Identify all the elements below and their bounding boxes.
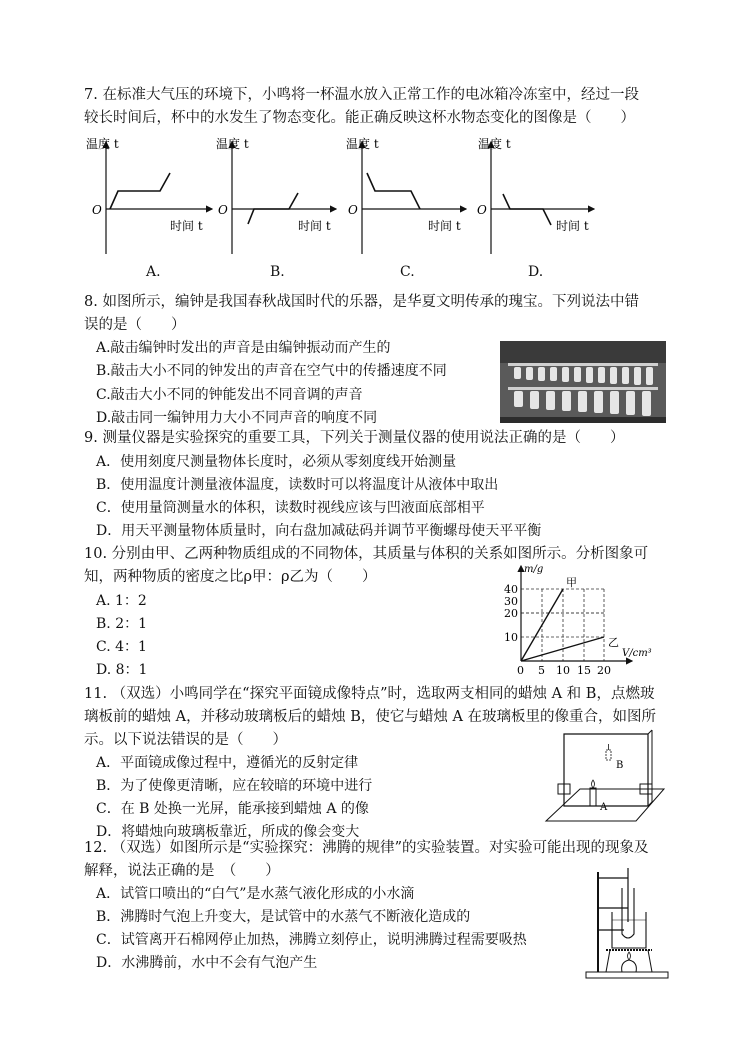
q7-option-c: C. <box>400 264 415 280</box>
q7-graph-c-ylabel: 温度 t <box>346 137 379 151</box>
q7-graph-c-xlabel: 时间 t <box>428 219 461 233</box>
q10-xlabel: V/cm³ <box>622 648 652 659</box>
q11-stem-line2: 璃板前的蜡烛 A，并移动玻璃板后的蜡烛 B，使它与蜡烛 A 在玻璃板里的像重合，如图所 <box>84 709 657 725</box>
q10-option-a: A. 1：2 <box>96 593 147 609</box>
q12-stem-line1: 12. （双选）如图所示是“实验探究：沸腾的规律”的实验装置。对实验可能出现的现象及 <box>84 840 649 856</box>
q8-option-d: D.敲击同一编钟用力大小不同声音的响度不同 <box>96 410 378 426</box>
q10-mass-volume-chart <box>500 560 680 680</box>
q12-option-b: B．沸腾时气泡上升变大，是试管中的水蒸气不断液化造成的 <box>96 909 471 925</box>
q11-mirror-figure <box>544 726 666 824</box>
q9-option-b: B．使用温度计测量液体温度，读数时可以将温度计从液体中取出 <box>96 477 499 493</box>
q10-stem-line2: 知，两种物质的密度之比ρ甲：ρ乙为（ ） <box>84 569 377 585</box>
q7-graph-b-xlabel: 时间 t <box>298 219 331 233</box>
q9-option-a: A．使用刻度尺测量物体长度时，必须从零刻度线开始测量 <box>96 454 457 470</box>
q7-graph-b-origin: O <box>218 203 228 217</box>
q7-graphs <box>0 130 751 280</box>
q11-label-a: A <box>600 802 608 813</box>
q7-graph-b-ylabel: 温度 t <box>216 137 249 151</box>
q10-xtick-15: 15 <box>577 664 591 677</box>
q7-graph-b <box>216 136 336 254</box>
q10-xtick-10: 10 <box>556 664 570 677</box>
q12-option-d: D．水沸腾前，水中不会有气泡产生 <box>96 955 318 971</box>
q10-option-b: B. 2：1 <box>96 616 148 632</box>
q11-option-b: B．为了使像更清晰，应在较暗的环境中进行 <box>96 778 373 794</box>
q11-label-b: B <box>616 760 624 771</box>
q7-graph-a-origin: O <box>92 203 102 217</box>
q12-stem-line2: 解释，说法正确的是 （ ） <box>84 863 280 879</box>
q10-series-yi: 乙 <box>608 636 619 649</box>
q10-option-c: C. 4：1 <box>96 639 147 655</box>
q10-xtick-20: 20 <box>597 664 611 677</box>
q10-option-d: D. 8：1 <box>96 662 148 678</box>
q10-xtick-5: 5 <box>538 664 545 677</box>
q11-stem-line1: 11. （双选）小鸣同学在“探究平面镜成像特点”时，选取两支相同的蜡烛 A 和 B，点燃玻 <box>84 686 655 702</box>
q8-option-a: A.敲击编钟时发出的声音是由编钟振动而产生的 <box>96 340 391 356</box>
q10-xtick-0: 0 <box>517 664 524 677</box>
q9-option-c: C．使用量筒测量水的体积，读数时视线应该与凹液面底部相平 <box>96 500 485 516</box>
q7-graph-c-origin: O <box>348 203 358 217</box>
q11-option-c: C．在 B 处换一光屏，能承接到蜡烛 A 的像 <box>96 801 369 817</box>
q11-stem-line3: 示。以下说法错误的是（ ） <box>84 732 287 748</box>
q11-option-d: D．将蜡烛向玻璃板靠近，所成的像会变大 <box>96 824 360 840</box>
q8-option-c: C.敲击大小不同的钟能发出不同音调的声音 <box>96 387 363 403</box>
q7-option-a: A. <box>146 264 161 280</box>
bianzhong-photo <box>500 341 666 423</box>
q8-stem-line2: 误的是（ ） <box>84 317 186 333</box>
q12-boiling-apparatus <box>584 868 674 980</box>
q7-stem-line2: 较长时间后，杯中的水发生了物态变化。能正确反映这杯水物态变化的图像是（ ） <box>84 110 635 126</box>
q7-graph-a-xlabel: 时间 t <box>170 219 203 233</box>
q9-stem: 9. 测量仪器是实验探究的重要工具，下列关于测量仪器的使用说法正确的是（ ） <box>84 430 625 446</box>
q7-stem-line1: 7. 在标准大气压的环境下，小鸣将一杯温水放入正常工作的电冰箱冷冻室中，经过一段 <box>84 87 639 103</box>
q8-option-b: B.敲击大小不同的钟发出的声音在空气中的传播速度不同 <box>96 363 447 379</box>
q7-graph-a <box>86 136 212 254</box>
q12-option-c: C．试管离开石棉网停止加热，沸腾立刻停止，说明沸腾过程需要吸热 <box>96 932 527 948</box>
q10-ytick-10: 10 <box>504 631 518 644</box>
q7-graph-c <box>346 136 466 254</box>
q10-series-jia: 甲 <box>566 576 577 589</box>
q10-ytick-40: 40 <box>504 583 518 596</box>
q12-option-a: A．试管口喷出的“白气”是水蒸气液化形成的小水滴 <box>96 886 415 902</box>
q10-ytick-20: 20 <box>504 607 518 620</box>
q11-option-a: A．平面镜成像过程中，遵循光的反射定律 <box>96 755 359 771</box>
q10-stem-line1: 10. 分别由甲、乙两种物质组成的不同物体，其质量与体积的关系如图所示。分析图象可 <box>84 546 649 562</box>
q7-graph-d-xlabel: 时间 t <box>556 219 589 233</box>
q7-graph-d-ylabel: 温度 t <box>478 137 511 151</box>
q7-option-d: D. <box>528 264 544 280</box>
q10-ytick-30: 30 <box>504 595 518 608</box>
q9-option-d: D．用天平测量物体质量时，向右盘加减砝码并调节平衡螺母使天平平衡 <box>96 523 542 539</box>
q7-graph-d-origin: O <box>477 203 487 217</box>
q7-graph-d <box>477 136 594 254</box>
q7-graph-a-ylabel: 温度 t <box>86 137 119 151</box>
q10-ylabel: m/g <box>524 564 544 575</box>
q7-option-b: B. <box>270 264 285 280</box>
q8-stem-line1: 8. 如图所示，编钟是我国春秋战国时代的乐器，是华夏文明传承的瑰宝。下列说法中错 <box>84 294 639 310</box>
